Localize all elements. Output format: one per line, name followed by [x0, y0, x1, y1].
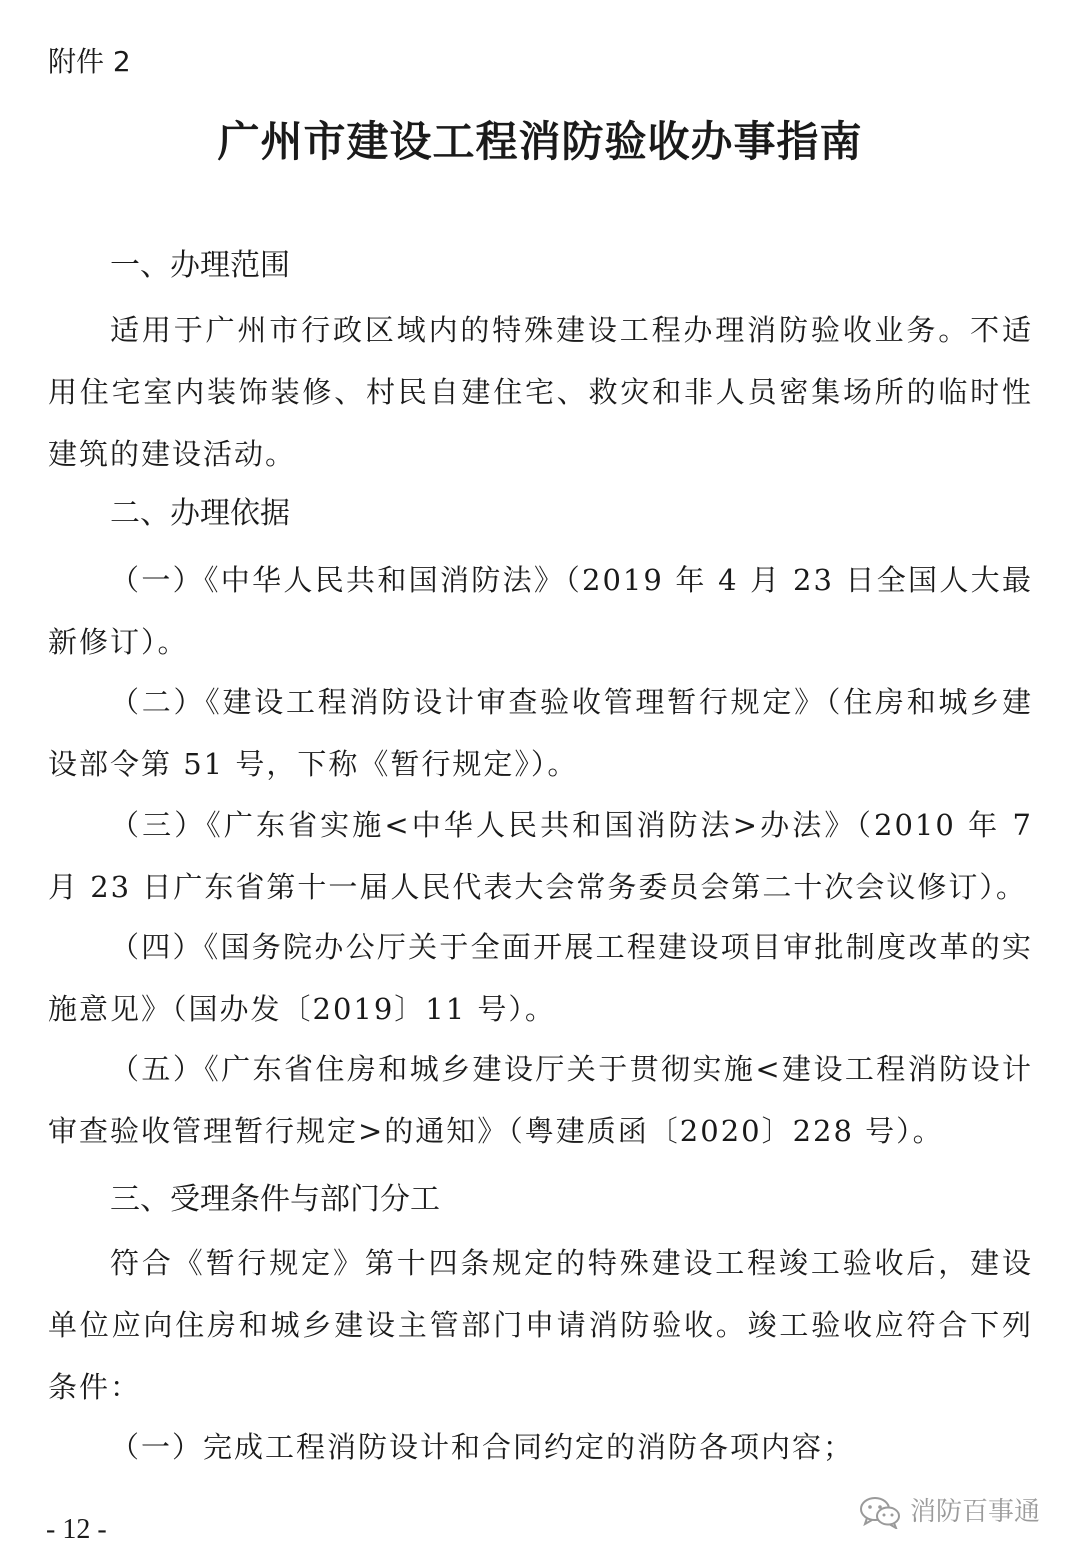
wechat-icon [858, 1495, 902, 1529]
page-number: - 12 - [46, 1514, 107, 1545]
basis-item-5: （五）《广东省住房和城乡建设厅关于贯彻实施<建设工程消防设计审查验收管理暂行规定>的通知》（粤建质函〔2020〕228 号）。 [48, 1052, 1033, 1148]
conditions-item-1: （一）完成工程消防设计和合同约定的消防各项内容； [110, 1430, 855, 1464]
document-title: 广州市建设工程消防验收办事指南 [217, 117, 863, 166]
basis-item-4: （四）《国务院办公厅关于全面开展工程建设项目审批制度改革的实施意见》（国办发〔2019〕11 号）。 [48, 930, 1033, 1026]
watermark [858, 1492, 1040, 1532]
basis-item-3: （三）《广东省实施<中华人民共和国消防法>办法》（2010 年 7 月 23 日广东省第十一届人民代表大会常务委员会第二十次会议修订）。 [48, 808, 1033, 904]
section-heading-scope: 一、办理范围 [110, 248, 290, 283]
watermark-text: 消防百事通 [909, 1497, 1040, 1527]
basis-item-1: （一）《中华人民共和国消防法》（2019 年 4 月 23 日全国人大最新修订）。 [48, 563, 1033, 659]
section-heading-basis: 二、办理依据 [110, 496, 290, 531]
basis-item-2: （二）《建设工程消防设计审查验收管理暂行规定》（住房和城乡建设部令第 51 号，下称《暂行规定》）。 [48, 685, 1033, 781]
scope-paragraph: 适用于广州市行政区域内的特殊建设工程办理消防验收业务。不适用住宅室内装饰装修、村民自建住宅、救灾和非人员密集场所的临时性建筑的建设活动。 [48, 313, 1033, 471]
section-heading-conditions: 三、受理条件与部门分工 [110, 1182, 440, 1217]
attachment-label: 附件 2 [48, 45, 131, 78]
conditions-paragraph: 符合《暂行规定》第十四条规定的特殊建设工程竣工验收后，建设单位应向住房和城乡建设主管部门申请消防验收。竣工验收应符合下列条件： [48, 1246, 1033, 1404]
